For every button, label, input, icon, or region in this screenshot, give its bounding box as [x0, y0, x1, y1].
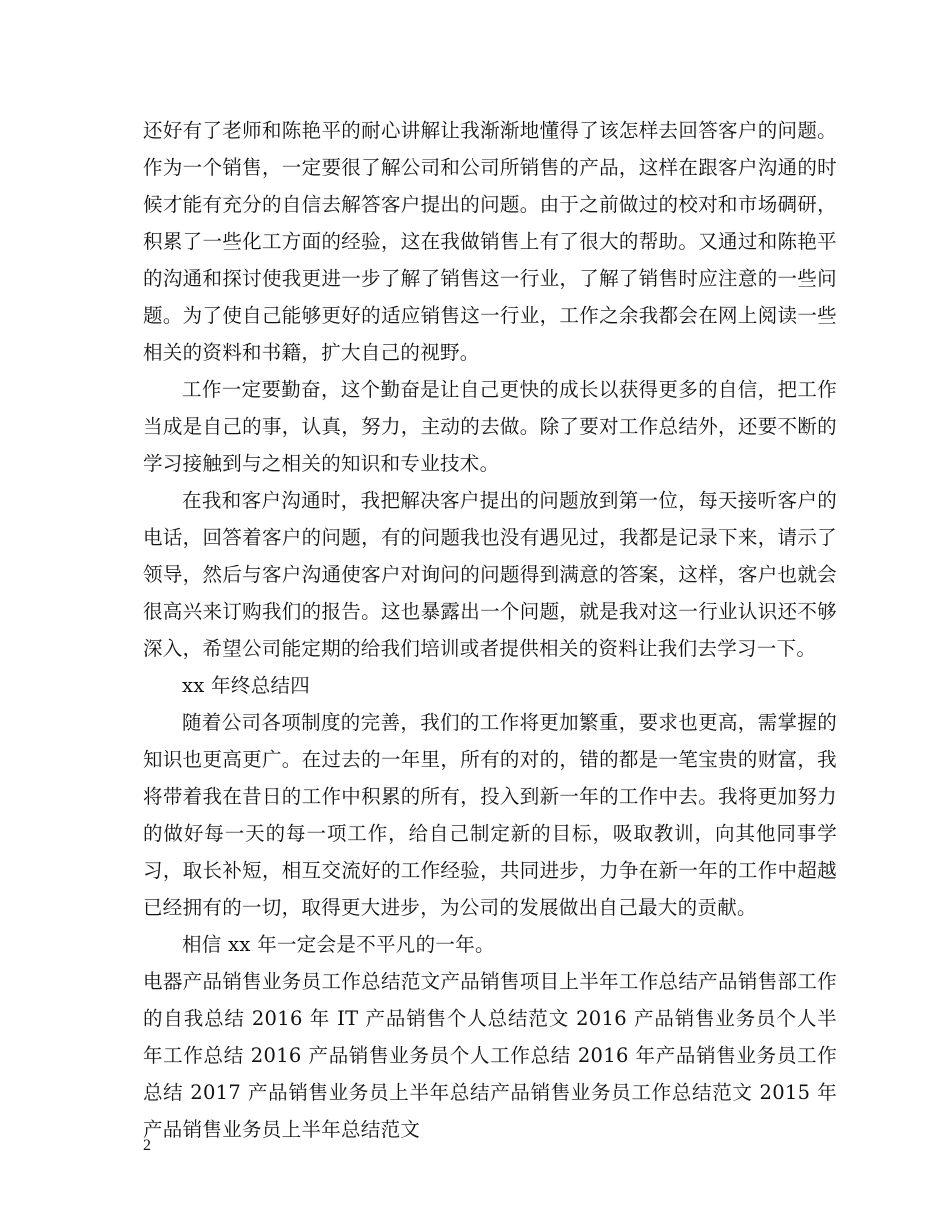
- document-body: [143, 112, 837, 1148]
- body-paragraph-3: 在我和客户沟通时，我把解决客户提出的问题放到第一位，每天接听客户的电话，回答着客户的问题，有的问题我也没有遇见过，我都是记录下来，请示了领导，然后与客户沟通使客户对询问的问题得到满意的答案，这样，客户也就会很高兴来订购我们的报告。这也暴露出一个问题，就是我对这一行业认识还不够深入，希望公司能定期的给我们培训或者提供相关的资料让我们去学习一下。: [143, 489, 837, 660]
- body-paragraph-4: 随着公司各项制度的完善，我们的工作将更加繁重，要求也更高，需掌握的知识也更高更广。在过去的一年里，所有的对的，错的都是一笔宝贵的财富，我将带着我在昔日的工作中积累的所有，投入到新一年的工作中去。我将更加努力的做好每一天的每一项工作，给自己制定新的目标，吸取教训，向其他同事学习，取长补短，相互交流好的工作经验，共同进步，力争在新一年的工作中超越已经拥有的一切，取得更大进步，为公司的发展做出自己最大的贡献。: [143, 711, 837, 919]
- related-articles-text: 电器产品销售业务员工作总结范文产品销售项目上半年工作总结产品销售部工作的自我总结 2016 年 IT 产品销售个人总结范文 2016 产品销售业务员个人半年工作总结 2016 产品销售业务员个人工作总结 2016 年产品销售业务员工作总结 2017 产品销售业务员上半年总结产品销售业务员工作总结范文 2015 年产品销售业务员上半年总结范文: [143, 970, 837, 1141]
- body-paragraph-5: 相信 xx 年一定会是不平凡的一年。: [182, 933, 495, 956]
- page-number: 2: [143, 1137, 151, 1154]
- body-paragraph-2: 工作一定要勤奋，这个勤奋是让自己更快的成长以获得更多的自信，把工作当成是自己的事，认真，努力，主动的去做。除了要对工作总结外，还要不断的学习接触到与之相关的知识和专业技术。: [143, 378, 837, 475]
- section-heading: xx 年终总结四: [182, 674, 311, 697]
- body-paragraph-1: 还好有了老师和陈艳平的耐心讲解让我渐渐地懂得了该怎样去回答客户的问题。作为一个销售，一定要很了解公司和公司所销售的产品，这样在跟客户沟通的时候才能有充分的自信去解答客户提出的问题。由于之前做过的校对和市场碉研，积累了一些化工方面的经验，这在我做销售上有了很大的帮助。又通过和陈艳平的沟通和探讨使我更进一步了解了销售这一行业，了解了销售时应注意的一些问题。为了使自己能够更好的适应销售这一行业，工作之余我都会在网上阅读一些相关的资料和书籍，扩大自己的视野。: [143, 119, 837, 364]
